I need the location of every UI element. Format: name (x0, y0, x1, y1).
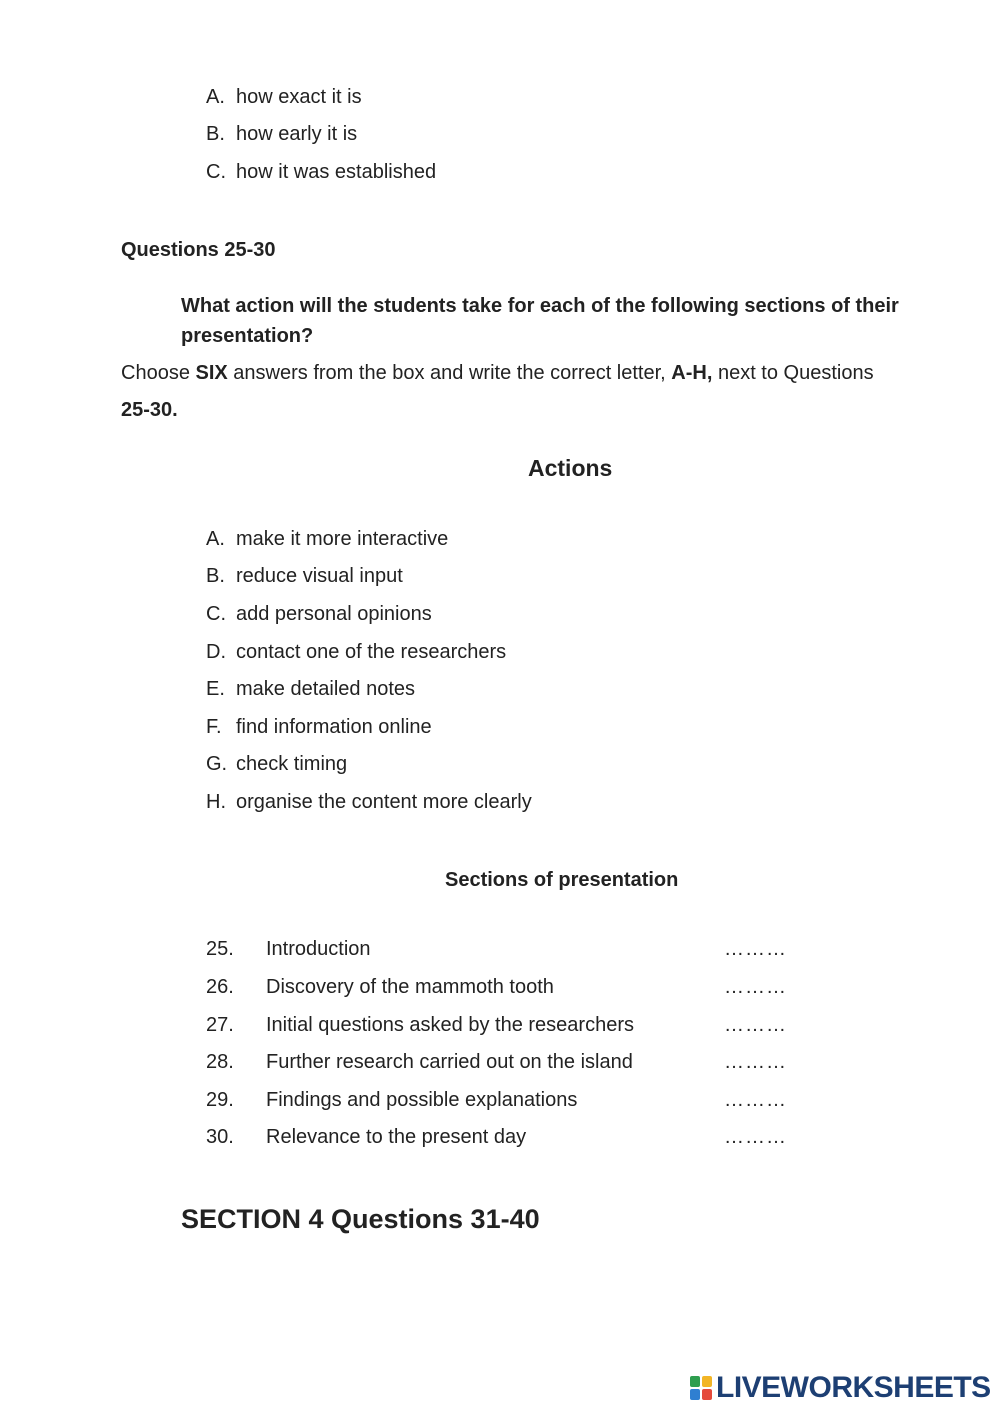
option-text: how it was established (236, 161, 437, 183)
action-text: find information online (236, 716, 432, 738)
actions-heading: Actions (528, 455, 613, 481)
option-c (206, 160, 436, 184)
action-item (206, 752, 347, 776)
logo-text: LIVEWORKSHEETS (716, 1371, 991, 1404)
action-item (206, 527, 448, 551)
question-prompt-line2: presentation? (181, 325, 314, 347)
instruction-bold: A-H, (671, 362, 713, 384)
action-text: contact one of the researchers (236, 641, 507, 663)
action-item (206, 790, 532, 814)
action-item (206, 564, 403, 588)
section-number: 28. (206, 1051, 234, 1073)
section-label: Initial questions asked by the researchers (266, 1014, 634, 1036)
answer-blank[interactable]: ……… (724, 1126, 787, 1148)
logo-square-yellow (702, 1376, 712, 1387)
option-letter: B. (206, 123, 225, 145)
action-text: add personal opinions (236, 603, 432, 625)
answer-blank[interactable]: ……… (724, 1014, 787, 1036)
action-letter: C. (206, 603, 226, 625)
instruction-text: next to Questions (712, 362, 874, 384)
action-text: reduce visual input (236, 565, 403, 587)
section-number: 29. (206, 1089, 234, 1111)
action-item (206, 602, 432, 626)
section-label: Discovery of the mammoth tooth (266, 976, 554, 998)
section-label: Further research carried out on the island (266, 1051, 633, 1073)
action-letter: B. (206, 565, 225, 587)
action-item (206, 640, 506, 664)
instruction-bold: SIX (195, 362, 228, 384)
action-text: make it more interactive (236, 528, 449, 550)
option-text: how exact it is (236, 86, 362, 108)
section-number: 26. (206, 976, 234, 998)
section-label: Relevance to the present day (266, 1126, 527, 1148)
answer-blank[interactable]: ……… (724, 1089, 787, 1111)
section4-heading: SECTION 4 Questions 31-40 (181, 1204, 540, 1234)
section-number: 27. (206, 1014, 234, 1036)
liveworksheets-logo-icon (690, 1376, 712, 1400)
action-letter: D. (206, 641, 226, 663)
action-text: organise the content more clearly (236, 791, 532, 813)
question-prompt-line1: What action will the students take for each of the following sections of their (181, 295, 899, 317)
action-letter: A. (206, 528, 225, 550)
option-letter: C. (206, 161, 226, 183)
answer-blank[interactable]: ……… (724, 1051, 787, 1073)
section-label: Findings and possible explanations (266, 1089, 578, 1111)
action-text: check timing (236, 753, 348, 775)
action-item (206, 715, 432, 739)
section-label: Introduction (266, 938, 371, 960)
instruction-text: answers from the box and write the correct letter, (227, 362, 672, 384)
option-letter: A. (206, 86, 225, 108)
answer-blank[interactable]: ……… (724, 938, 787, 960)
option-text: how early it is (236, 123, 358, 145)
logo-square-green (690, 1376, 700, 1387)
instruction (121, 361, 874, 385)
instruction-range: 25-30. (121, 399, 178, 421)
section-number: 30. (206, 1126, 234, 1148)
option-b (206, 122, 357, 146)
answer-blank[interactable]: ……… (724, 976, 787, 998)
action-item (206, 677, 415, 701)
questions-heading: Questions 25-30 (121, 239, 276, 261)
action-letter: H. (206, 791, 226, 813)
action-letter: E. (206, 678, 225, 700)
action-letter: G. (206, 753, 228, 775)
sections-heading: Sections of presentation (445, 869, 679, 891)
action-text: make detailed notes (236, 678, 416, 700)
instruction-text: Choose (121, 362, 196, 384)
section-number: 25. (206, 938, 234, 960)
logo-square-blue (690, 1389, 700, 1400)
action-letter: F. (206, 716, 222, 738)
liveworksheets-logo[interactable] (690, 1373, 991, 1403)
logo-square-red (702, 1389, 712, 1400)
option-a (206, 85, 362, 109)
